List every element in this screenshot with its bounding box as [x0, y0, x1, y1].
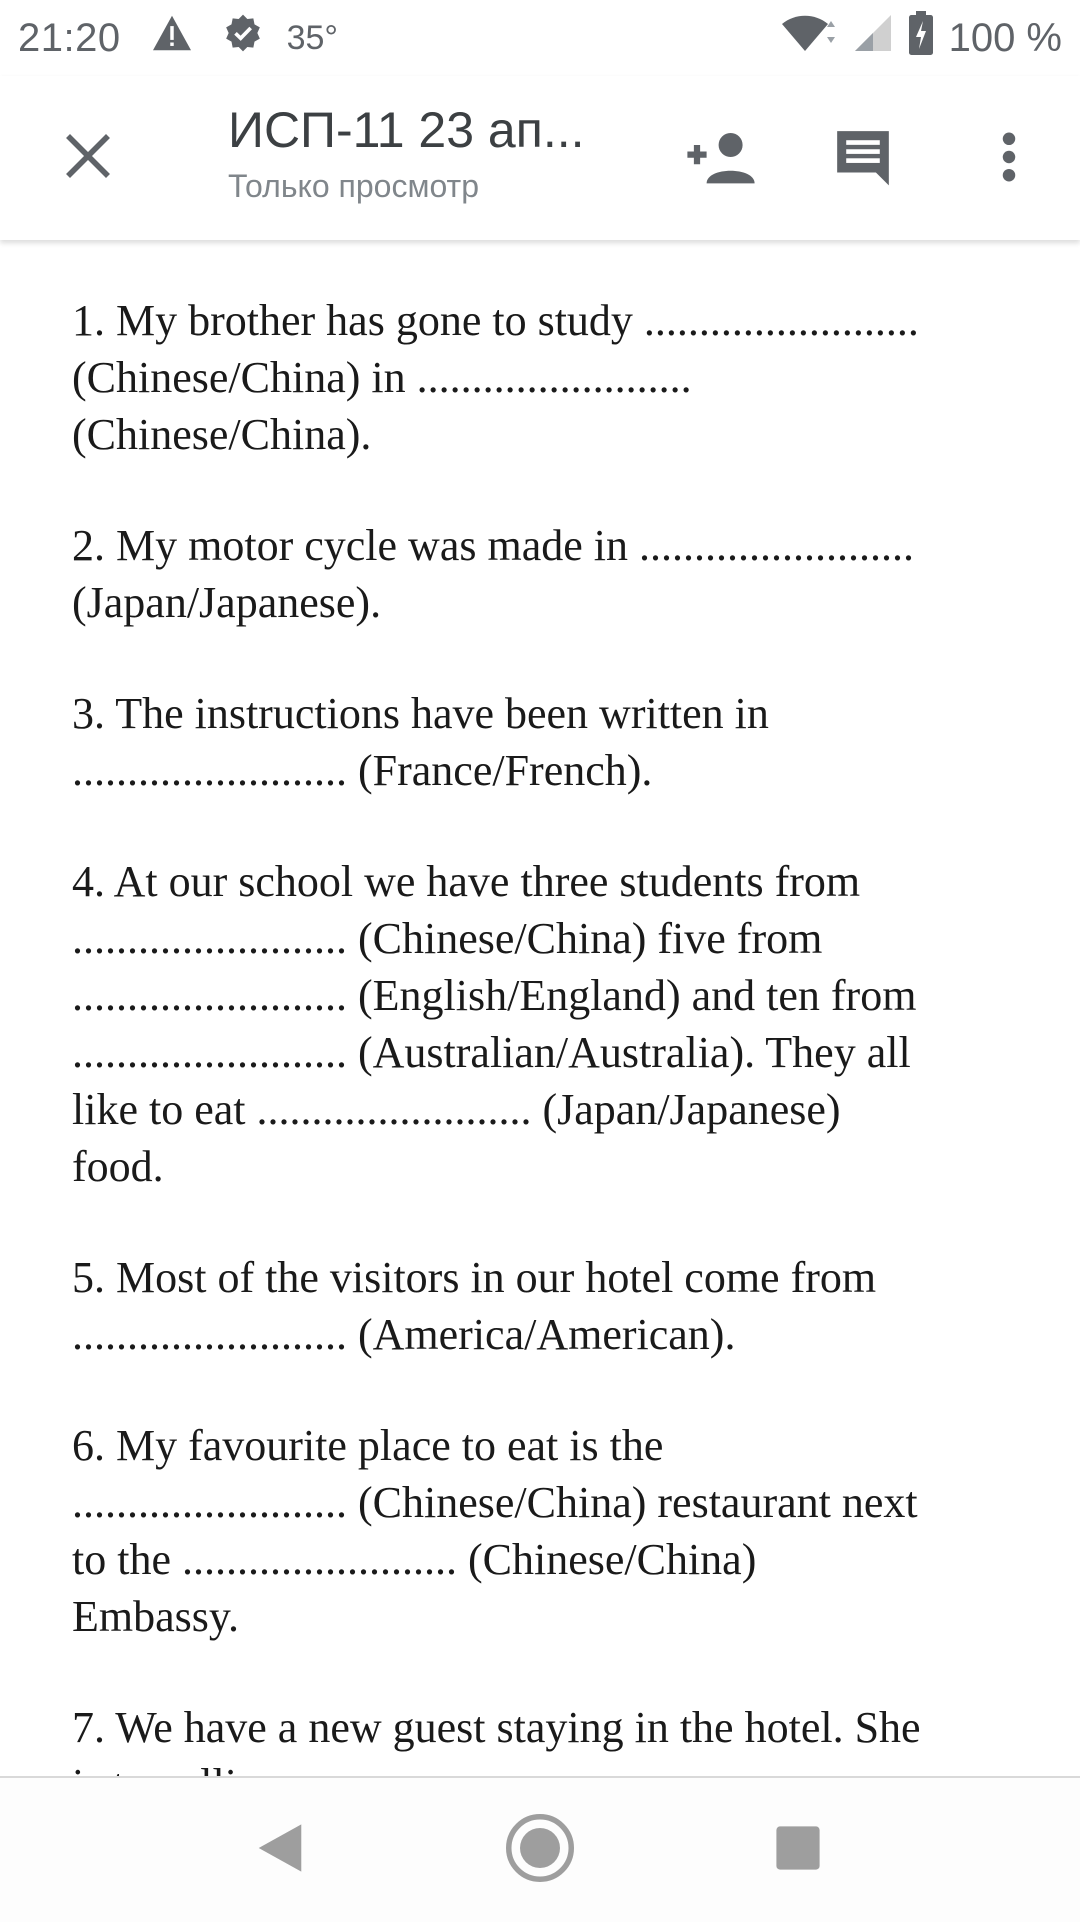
exercise-line: ......................... (America/American).	[72, 1310, 736, 1359]
battery-percent: 100 %	[948, 15, 1062, 60]
exercise-4	[72, 853, 1012, 1195]
exercise-line: Embassy.	[72, 1592, 240, 1641]
back-button[interactable]	[230, 1800, 330, 1900]
recents-button[interactable]	[748, 1800, 848, 1900]
exercise-line: 4. At our school we have three students from	[72, 857, 861, 906]
exercise-6	[72, 1417, 1012, 1645]
verified-badge-icon	[223, 13, 263, 63]
document-title: ИСП-11 23 ап...	[228, 102, 585, 158]
exercise-line: (Japan/Japanese).	[72, 578, 382, 627]
battery-charging-icon	[909, 11, 933, 65]
warning-icon	[151, 14, 193, 62]
more-vert-icon	[1001, 131, 1017, 188]
exercise-line: ......................... (Chinese/China) restaurant next	[72, 1478, 918, 1527]
exercise-3	[72, 685, 1012, 799]
status-time: 21:20	[18, 15, 121, 60]
exercise-line: 3. The instructions have been written in	[72, 689, 769, 738]
exercise-line: food.	[72, 1142, 164, 1191]
navigation-bar	[0, 1776, 1080, 1922]
add-person-icon	[685, 129, 757, 190]
exercise-line: to the ......................... (Chinese/China)	[72, 1535, 757, 1584]
recents-icon	[774, 1824, 822, 1877]
exercise-line: 1. My brother has gone to study .........................	[72, 296, 919, 345]
app-bar	[0, 76, 1080, 240]
exercise-5	[72, 1249, 1012, 1363]
more-options-button[interactable]	[964, 114, 1054, 204]
exercise-line: ......................... (Australian/Australia). They all	[72, 1028, 911, 1077]
status-temperature: 35°	[286, 18, 339, 57]
document-content[interactable]	[0, 240, 1080, 1776]
close-icon	[64, 132, 112, 185]
exercise-line: 2. My motor cycle was made in .........................	[72, 521, 914, 570]
exercise-line: like to eat ......................... (Japan/Japanese)	[72, 1085, 841, 1134]
view-only-label: Только просмотр	[228, 168, 479, 204]
status-left	[18, 0, 338, 76]
status-right	[781, 0, 1062, 76]
exercise-line: 6. My favourite place to eat is the	[72, 1421, 664, 1470]
back-icon	[256, 1822, 304, 1879]
exercise-line: ......................... (English/England) and ten from	[72, 971, 917, 1020]
close-button[interactable]	[44, 114, 132, 202]
home-icon	[505, 1813, 575, 1888]
title-block	[228, 98, 648, 208]
comment-button[interactable]	[818, 114, 908, 204]
comment-icon	[832, 126, 894, 193]
exercise-2	[72, 517, 1012, 631]
exercise-line: 7. We have a new guest staying in the hotel. She	[72, 1703, 921, 1752]
exercise-line: ......................... (France/French).	[72, 746, 653, 795]
add-person-button[interactable]	[676, 114, 766, 204]
exercise-line: 5. Most of the visitors in our hotel come from	[72, 1253, 877, 1302]
exercise-1	[72, 292, 1012, 463]
document-text	[72, 292, 1012, 1867]
wifi-icon	[781, 13, 837, 63]
signal-icon	[853, 13, 893, 63]
status-bar	[0, 0, 1080, 76]
exercise-line: ......................... (Chinese/China) five from	[72, 914, 823, 963]
exercise-line: (Chinese/China).	[72, 410, 372, 459]
home-button[interactable]	[490, 1800, 590, 1900]
exercise-line: (Chinese/China) in .........................	[72, 353, 692, 402]
